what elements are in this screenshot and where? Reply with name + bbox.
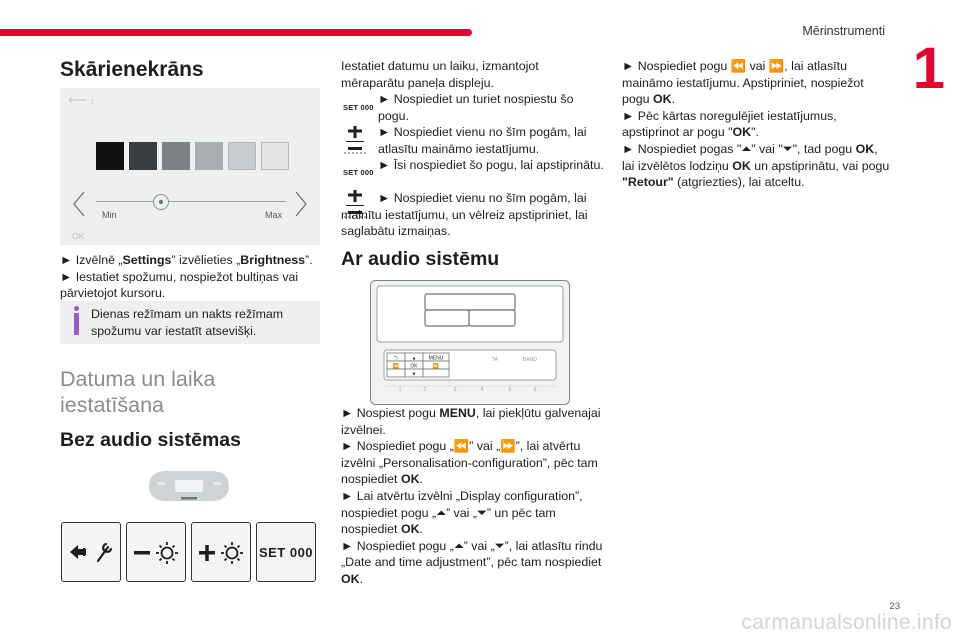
red-header-bar xyxy=(0,29,472,36)
chapter-number: 1 xyxy=(912,36,945,101)
back-arrow-icon: ⟵ 1 xyxy=(68,92,95,107)
paragraph-settings: ► Izvēlnē „Settings” izvēlieties „Brightness”. ► Iestatiet spožumu, nospiežot bultiņas vai pārvietojot kursoru. xyxy=(60,253,313,301)
preset-number: 1 xyxy=(398,387,402,393)
svg-text:⏪: ⏪ xyxy=(392,363,400,370)
slider-min-label: Min xyxy=(102,210,117,220)
screen-ok-label: OK xyxy=(72,231,85,241)
svg-text:⏩: ⏩ xyxy=(432,363,440,370)
preset-number: 3 xyxy=(453,387,457,393)
watermark-url: carmanualsonline.info xyxy=(741,611,952,634)
set-button-label: SET 000 xyxy=(258,544,314,560)
brightness-swatch xyxy=(96,142,124,170)
touchscreen-illustration xyxy=(60,88,320,245)
plus-brightness-icon xyxy=(192,523,250,581)
radio-menu-label: MENU xyxy=(428,355,444,362)
back-wrench-icon xyxy=(62,523,120,581)
section-label: Mērinstrumenti xyxy=(802,24,885,38)
preset-number: 6 xyxy=(533,387,537,393)
section-title: Skārienekrāns xyxy=(60,58,204,81)
brightness-up-button[interactable] xyxy=(191,522,251,582)
page-number: 23 xyxy=(889,601,900,612)
brightness-swatch xyxy=(162,142,190,170)
brightness-swatch xyxy=(129,142,157,170)
column3-instructions: ► Nospiediet pogu ⏪ vai ⏩, lai atlasītu maināmo iestatījumu. Apstipriniet, nospiežot pogu OK. ► Pēc kārtas noregulējiet iestatījumus, apstiprinot ar pogu "OK". ► Nospiediet pogas "⏶" vai "⏷", tad pogu OK, lai izvēlētos lodziņu OK un apstiprinātu, vai pogu "Retour" (atgriezties), lai atceltu. xyxy=(622,59,890,190)
preset-number: 4 xyxy=(480,387,484,393)
set-button-mini-icon: SET 000 xyxy=(343,103,374,112)
chevron-right-icon xyxy=(294,190,308,218)
steering-control-icon xyxy=(145,468,233,504)
svg-text:▼: ▼ xyxy=(411,371,417,378)
chapter-heading: Datuma un laika iestatīšana xyxy=(60,367,216,417)
info-icon xyxy=(74,306,79,311)
brightness-swatch xyxy=(195,142,223,170)
brightness-slider-knob xyxy=(153,194,169,210)
minus-brightness-icon xyxy=(127,523,185,581)
brightness-swatch xyxy=(228,142,256,170)
plus-minus-icon xyxy=(342,126,370,154)
brightness-slider-track xyxy=(96,201,286,202)
step-select-text: ► Nospiediet vienu no šīm pogām, lai atlasītu maināmo iestatījumu. xyxy=(378,125,587,156)
radio-ta-label: TA xyxy=(491,357,499,363)
set-button-mini-icon: SET 000 xyxy=(343,168,374,177)
info-box xyxy=(60,301,320,344)
audio-heading: Ar audio sistēmu xyxy=(341,248,500,270)
step-hold-text: ► Nospiediet un turiet nospiestu šo pogu. xyxy=(378,92,574,123)
brightness-down-button[interactable] xyxy=(126,522,186,582)
intro-text: Iestatiet datumu un laiku, izmantojot mēraparātu paneļa displeju. xyxy=(341,59,539,90)
step-change-text: ► Nospiediet vienu no šīm pogām, lai mainītu iestatījumu, un vēlreiz apstipriniet, lai saglabātu izmaiņas. xyxy=(341,191,588,239)
preset-number: 2 xyxy=(423,387,427,393)
svg-text:▲: ▲ xyxy=(411,355,417,362)
radio-ok-label: OK xyxy=(410,363,418,370)
slider-max-label: Max xyxy=(265,210,283,220)
brightness-swatch xyxy=(261,142,289,170)
step-confirm-text: ► Īsi nospiediet šo pogu, lai apstiprinātu. xyxy=(378,158,604,172)
chevron-left-icon xyxy=(72,190,86,218)
info-text: Dienas režīmam un nakts režīmam spožumu var iestatīt atsevišķi. xyxy=(91,307,284,338)
subsection-heading: Bez audio sistēmas xyxy=(60,429,241,451)
info-icon-bar xyxy=(74,313,79,335)
preset-number: 5 xyxy=(508,387,512,393)
radio-band-label: BAND xyxy=(523,357,537,363)
audio-instructions: ► Nospiest pogu MENU, lai piekļūtu galvenajai izvēlnei. ► Nospiediet pogu „⏪” vai „⏩”, lai atvērtu izvēlni „Personalisation-configuration”, pēc tam nospiediet OK. ► Lai atvērtu izvēlni „Display configuration”, nospiediet pogu „⏶” vai „⏷” un pēc tam nospiediet OK. ► Nospiediet pogu „⏶” vai „⏷”, lai atlasītu rindu „Date and time adjustment”, pēc tam nospiediet OK. xyxy=(341,406,603,586)
audio-system-illustration xyxy=(370,280,570,405)
svg-text:⮌: ⮌ xyxy=(393,355,399,362)
set-button[interactable] xyxy=(256,522,316,582)
back-settings-button[interactable] xyxy=(61,522,121,582)
